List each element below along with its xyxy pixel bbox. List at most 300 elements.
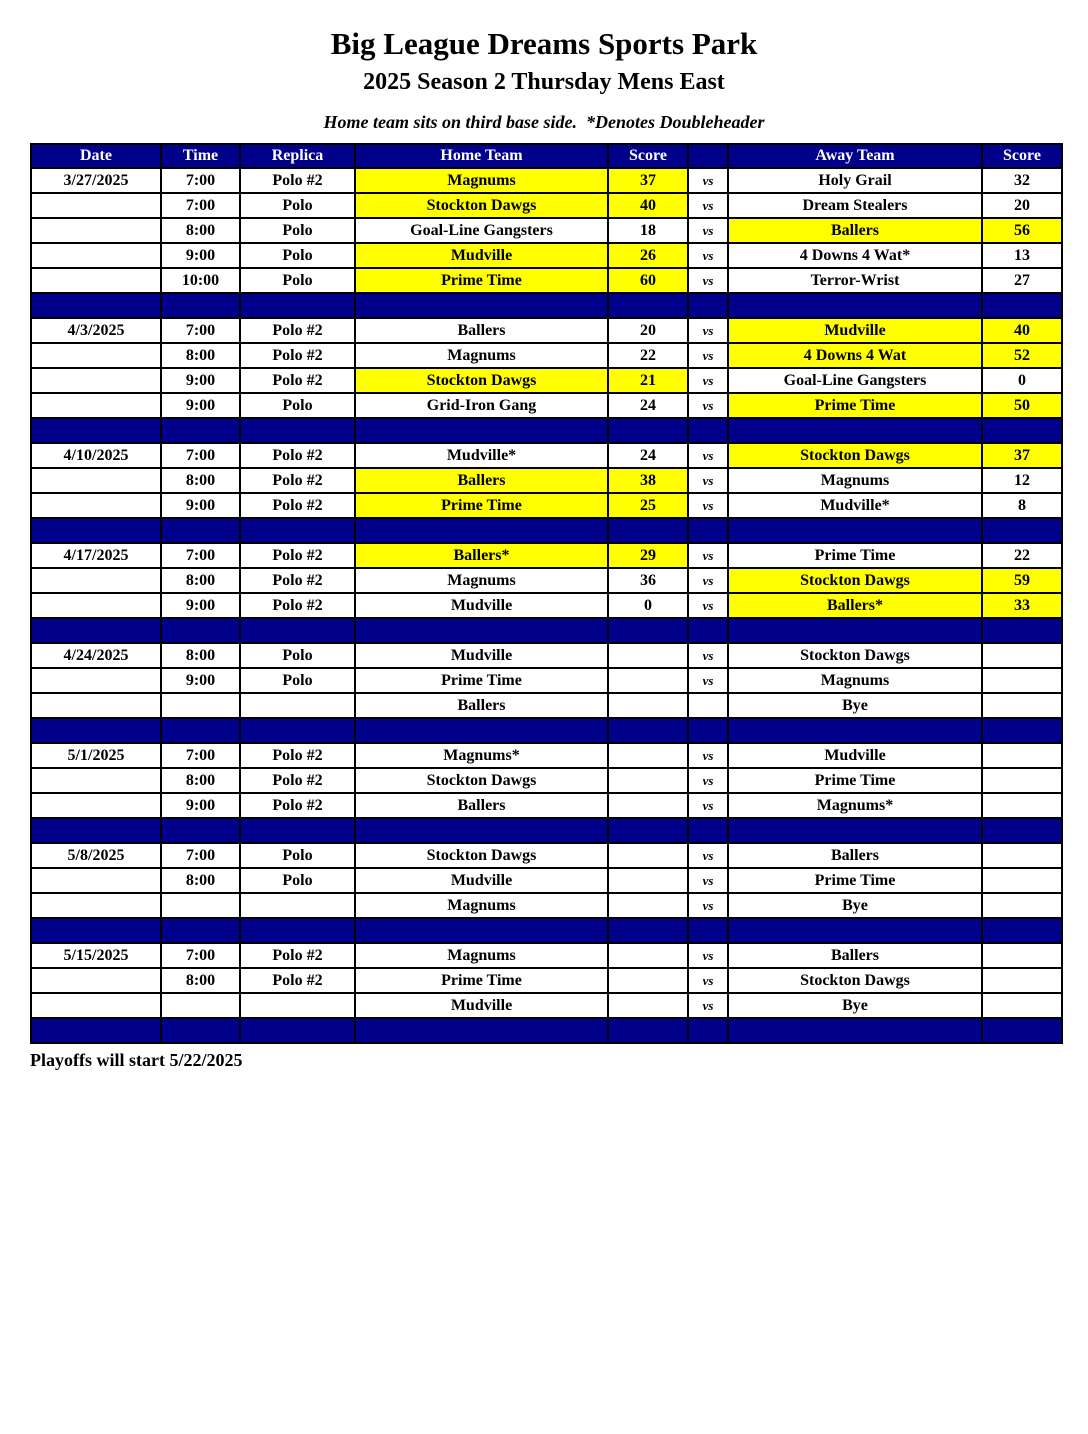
cell-time: 7:00 (161, 543, 240, 568)
separator-cell (608, 618, 688, 643)
table-row (31, 218, 1062, 243)
cell-replica: Polo (240, 868, 355, 893)
cell-time: 8:00 (161, 868, 240, 893)
cell-date (31, 568, 161, 593)
table-row (31, 743, 1062, 768)
table-row (31, 968, 1062, 993)
separator-cell (161, 418, 240, 443)
table-row (31, 593, 1062, 618)
cell-vs: vs (688, 493, 728, 518)
separator-cell (688, 918, 728, 943)
cell-home_score: 0 (608, 593, 688, 618)
cell-home_score (608, 643, 688, 668)
cell-vs: vs (688, 968, 728, 993)
cell-replica: Polo (240, 193, 355, 218)
table-row (31, 393, 1062, 418)
cell-time: 9:00 (161, 243, 240, 268)
cell-replica: Polo #2 (240, 168, 355, 193)
cell-date (31, 193, 161, 218)
cell-home: Magnums (355, 168, 608, 193)
cell-away: Goal-Line Gangsters (728, 368, 982, 393)
table-row (31, 493, 1062, 518)
column-header-home: Home Team (355, 144, 608, 168)
cell-time (161, 993, 240, 1018)
cell-replica: Polo #2 (240, 793, 355, 818)
cell-replica: Polo #2 (240, 368, 355, 393)
cell-time: 7:00 (161, 193, 240, 218)
cell-vs: vs (688, 893, 728, 918)
cell-home: Goal-Line Gangsters (355, 218, 608, 243)
cell-away_score: 12 (982, 468, 1062, 493)
cell-home_score (608, 743, 688, 768)
cell-time: 9:00 (161, 368, 240, 393)
cell-home_score (608, 868, 688, 893)
cell-vs: vs (688, 243, 728, 268)
cell-vs: vs (688, 643, 728, 668)
cell-replica: Polo #2 (240, 568, 355, 593)
separator-cell (31, 293, 161, 318)
cell-time: 8:00 (161, 218, 240, 243)
cell-away: Mudville (728, 318, 982, 343)
cell-date (31, 218, 161, 243)
cell-vs: vs (688, 318, 728, 343)
cell-away: Magnums (728, 668, 982, 693)
cell-away: Ballers* (728, 593, 982, 618)
table-row (31, 993, 1062, 1018)
cell-time: 8:00 (161, 343, 240, 368)
separator-cell (31, 518, 161, 543)
cell-replica: Polo (240, 393, 355, 418)
separator-cell (688, 1018, 728, 1043)
cell-home: Ballers (355, 318, 608, 343)
column-header-away: Away Team (728, 144, 982, 168)
page-subtitle: 2025 Season 2 Thursday Mens East (363, 69, 725, 95)
separator-cell (31, 718, 161, 743)
cell-time: 8:00 (161, 968, 240, 993)
cell-home: Magnums (355, 343, 608, 368)
separator-cell (728, 293, 982, 318)
cell-time: 7:00 (161, 743, 240, 768)
separator-cell (982, 1018, 1062, 1043)
cell-home_score: 22 (608, 343, 688, 368)
cell-time: 7:00 (161, 168, 240, 193)
separator-cell (982, 718, 1062, 743)
cell-home: Mudville (355, 993, 608, 1018)
cell-replica: Polo #2 (240, 443, 355, 468)
table-separator-row (31, 718, 1062, 743)
separator-cell (728, 918, 982, 943)
table-row (31, 568, 1062, 593)
separator-cell (31, 918, 161, 943)
cell-time: 8:00 (161, 568, 240, 593)
table-row (31, 793, 1062, 818)
cell-home_score: 24 (608, 443, 688, 468)
cell-away_score (982, 968, 1062, 993)
cell-home: Ballers (355, 693, 608, 718)
separator-cell (31, 818, 161, 843)
cell-away: Prime Time (728, 868, 982, 893)
cell-replica: Polo #2 (240, 968, 355, 993)
cell-time: 9:00 (161, 493, 240, 518)
cell-home: Mudville (355, 868, 608, 893)
cell-away: Stockton Dawgs (728, 568, 982, 593)
separator-cell (161, 818, 240, 843)
cell-time: 9:00 (161, 793, 240, 818)
cell-home: Mudville (355, 593, 608, 618)
playoffs-note: Playoffs will start 5/22/2025 (30, 1050, 243, 1070)
cell-away: Magnums* (728, 793, 982, 818)
cell-away_score: 13 (982, 243, 1062, 268)
separator-cell (728, 418, 982, 443)
cell-date: 4/24/2025 (31, 643, 161, 668)
cell-home_score (608, 968, 688, 993)
separator-cell (608, 418, 688, 443)
cell-away_score: 50 (982, 393, 1062, 418)
cell-home_score (608, 843, 688, 868)
cell-home: Magnums (355, 568, 608, 593)
cell-away: Ballers (728, 843, 982, 868)
separator-cell (240, 918, 355, 943)
column-header-replica: Replica (240, 144, 355, 168)
cell-home_score: 38 (608, 468, 688, 493)
cell-vs: vs (688, 593, 728, 618)
cell-replica: Polo #2 (240, 318, 355, 343)
separator-cell (240, 818, 355, 843)
cell-home_score (608, 693, 688, 718)
separator-cell (161, 1018, 240, 1043)
cell-away_score: 0 (982, 368, 1062, 393)
cell-home_score (608, 668, 688, 693)
separator-cell (608, 518, 688, 543)
cell-replica: Polo (240, 268, 355, 293)
schedule-page (0, 26, 1088, 1071)
cell-home: Stockton Dawgs (355, 193, 608, 218)
cell-date (31, 793, 161, 818)
table-separator-row (31, 918, 1062, 943)
cell-time: 7:00 (161, 943, 240, 968)
cell-vs: vs (688, 218, 728, 243)
cell-vs: vs (688, 868, 728, 893)
cell-home_score: 29 (608, 543, 688, 568)
cell-time: 8:00 (161, 468, 240, 493)
separator-cell (688, 618, 728, 643)
separator-cell (688, 518, 728, 543)
cell-away: Prime Time (728, 393, 982, 418)
cell-date (31, 868, 161, 893)
column-header-date: Date (31, 144, 161, 168)
cell-away: Dream Stealers (728, 193, 982, 218)
separator-cell (31, 618, 161, 643)
table-separator-row (31, 618, 1062, 643)
table-row (31, 943, 1062, 968)
separator-cell (728, 618, 982, 643)
cell-home: Stockton Dawgs (355, 768, 608, 793)
cell-home: Magnums (355, 943, 608, 968)
cell-away_score (982, 943, 1062, 968)
separator-cell (608, 1018, 688, 1043)
cell-time: 7:00 (161, 318, 240, 343)
cell-away_score: 27 (982, 268, 1062, 293)
cell-home: Prime Time (355, 268, 608, 293)
separator-cell (688, 818, 728, 843)
cell-replica (240, 693, 355, 718)
cell-home: Ballers (355, 468, 608, 493)
separator-cell (608, 818, 688, 843)
cell-home_score: 21 (608, 368, 688, 393)
separator-cell (728, 718, 982, 743)
cell-date (31, 668, 161, 693)
cell-away: 4 Downs 4 Wat* (728, 243, 982, 268)
column-header-time: Time (161, 144, 240, 168)
cell-date (31, 768, 161, 793)
cell-date: 5/8/2025 (31, 843, 161, 868)
cell-date: 4/17/2025 (31, 543, 161, 568)
separator-cell (608, 718, 688, 743)
cell-home_score (608, 793, 688, 818)
cell-replica: Polo #2 (240, 943, 355, 968)
cell-date (31, 693, 161, 718)
separator-cell (161, 618, 240, 643)
table-row (31, 193, 1062, 218)
cell-away: Ballers (728, 943, 982, 968)
cell-replica (240, 893, 355, 918)
cell-replica: Polo (240, 843, 355, 868)
cell-vs: vs (688, 393, 728, 418)
cell-away_score (982, 893, 1062, 918)
separator-cell (355, 1018, 608, 1043)
cell-home: Prime Time (355, 493, 608, 518)
cell-date (31, 893, 161, 918)
table-row (31, 318, 1062, 343)
separator-cell (355, 918, 608, 943)
cell-replica: Polo #2 (240, 343, 355, 368)
cell-away_score (982, 843, 1062, 868)
cell-home: Ballers (355, 793, 608, 818)
cell-away: Stockton Dawgs (728, 968, 982, 993)
cell-away: 4 Downs 4 Wat (728, 343, 982, 368)
cell-vs: vs (688, 468, 728, 493)
separator-cell (240, 293, 355, 318)
cell-away_score: 20 (982, 193, 1062, 218)
cell-away: Holy Grail (728, 168, 982, 193)
cell-time: 10:00 (161, 268, 240, 293)
separator-cell (982, 293, 1062, 318)
cell-home_score (608, 993, 688, 1018)
cell-away_score: 56 (982, 218, 1062, 243)
cell-away_score: 37 (982, 443, 1062, 468)
cell-away_score (982, 868, 1062, 893)
cell-home_score (608, 893, 688, 918)
cell-away: Terror-Wrist (728, 268, 982, 293)
cell-vs: vs (688, 743, 728, 768)
table-row (31, 243, 1062, 268)
table-row (31, 868, 1062, 893)
separator-cell (728, 518, 982, 543)
cell-away_score (982, 768, 1062, 793)
separator-cell (982, 418, 1062, 443)
cell-home: Magnums (355, 893, 608, 918)
cell-vs: vs (688, 193, 728, 218)
cell-away_score: 33 (982, 593, 1062, 618)
separator-cell (982, 618, 1062, 643)
table-row (31, 768, 1062, 793)
cell-home_score: 18 (608, 218, 688, 243)
cell-date (31, 493, 161, 518)
cell-away: Bye (728, 893, 982, 918)
separator-cell (688, 718, 728, 743)
cell-date (31, 593, 161, 618)
table-row (31, 543, 1062, 568)
cell-home: Prime Time (355, 668, 608, 693)
separator-cell (982, 918, 1062, 943)
cell-time: 8:00 (161, 768, 240, 793)
separator-cell (608, 918, 688, 943)
cell-vs: vs (688, 993, 728, 1018)
cell-away_score (982, 693, 1062, 718)
schedule-note: Home team sits on third base side. *Denotes Doubleheader (323, 112, 765, 132)
separator-cell (355, 818, 608, 843)
cell-away: Prime Time (728, 543, 982, 568)
cell-home: Magnums* (355, 743, 608, 768)
separator-cell (161, 718, 240, 743)
cell-vs: vs (688, 793, 728, 818)
cell-away_score (982, 743, 1062, 768)
table-header-row (31, 144, 1062, 168)
cell-vs: vs (688, 168, 728, 193)
cell-home_score: 36 (608, 568, 688, 593)
cell-date (31, 343, 161, 368)
cell-replica: Polo #2 (240, 468, 355, 493)
cell-replica (240, 993, 355, 1018)
cell-home_score: 26 (608, 243, 688, 268)
cell-time: 7:00 (161, 443, 240, 468)
cell-away_score (982, 668, 1062, 693)
cell-time (161, 693, 240, 718)
cell-time: 9:00 (161, 593, 240, 618)
cell-home_score: 40 (608, 193, 688, 218)
cell-away: Stockton Dawgs (728, 443, 982, 468)
cell-replica: Polo (240, 643, 355, 668)
cell-away_score (982, 643, 1062, 668)
cell-time: 7:00 (161, 843, 240, 868)
cell-date (31, 368, 161, 393)
cell-vs: vs (688, 568, 728, 593)
table-row (31, 693, 1062, 718)
separator-cell (240, 718, 355, 743)
page-title: Big League Dreams Sports Park (330, 26, 758, 61)
cell-home: Stockton Dawgs (355, 843, 608, 868)
separator-cell (982, 518, 1062, 543)
cell-away: Prime Time (728, 768, 982, 793)
table-row (31, 368, 1062, 393)
cell-date (31, 993, 161, 1018)
separator-cell (982, 818, 1062, 843)
separator-cell (240, 1018, 355, 1043)
cell-time: 9:00 (161, 668, 240, 693)
table-row (31, 343, 1062, 368)
cell-vs: vs (688, 343, 728, 368)
cell-time: 9:00 (161, 393, 240, 418)
cell-vs: vs (688, 543, 728, 568)
table-row (31, 643, 1062, 668)
cell-away_score: 22 (982, 543, 1062, 568)
separator-cell (355, 618, 608, 643)
cell-replica: Polo #2 (240, 768, 355, 793)
schedule-table (30, 143, 1063, 1044)
cell-replica: Polo #2 (240, 493, 355, 518)
table-row (31, 668, 1062, 693)
separator-cell (608, 293, 688, 318)
cell-away: Bye (728, 693, 982, 718)
separator-cell (355, 518, 608, 543)
cell-vs: vs (688, 368, 728, 393)
cell-replica: Polo #2 (240, 743, 355, 768)
column-header-home_score: Score (608, 144, 688, 168)
separator-cell (728, 1018, 982, 1043)
cell-home_score: 20 (608, 318, 688, 343)
table-row (31, 468, 1062, 493)
cell-away_score: 8 (982, 493, 1062, 518)
separator-cell (355, 418, 608, 443)
cell-away_score: 32 (982, 168, 1062, 193)
cell-date (31, 393, 161, 418)
cell-time (161, 893, 240, 918)
cell-away: Magnums (728, 468, 982, 493)
cell-replica: Polo (240, 218, 355, 243)
cell-away: Stockton Dawgs (728, 643, 982, 668)
table-separator-row (31, 293, 1062, 318)
cell-away_score: 40 (982, 318, 1062, 343)
separator-cell (355, 718, 608, 743)
cell-home_score: 25 (608, 493, 688, 518)
cell-vs: vs (688, 268, 728, 293)
separator-cell (688, 293, 728, 318)
cell-replica: Polo (240, 243, 355, 268)
cell-vs (688, 693, 728, 718)
cell-away_score (982, 993, 1062, 1018)
cell-home_score: 24 (608, 393, 688, 418)
cell-away: Bye (728, 993, 982, 1018)
cell-date: 5/1/2025 (31, 743, 161, 768)
cell-vs: vs (688, 843, 728, 868)
table-row (31, 843, 1062, 868)
cell-home_score: 60 (608, 268, 688, 293)
cell-replica: Polo #2 (240, 593, 355, 618)
table-separator-row (31, 418, 1062, 443)
separator-cell (355, 293, 608, 318)
cell-away_score (982, 793, 1062, 818)
separator-cell (728, 818, 982, 843)
cell-date (31, 243, 161, 268)
cell-home: Grid-Iron Gang (355, 393, 608, 418)
cell-date: 4/10/2025 (31, 443, 161, 468)
separator-cell (688, 418, 728, 443)
cell-home: Mudville (355, 643, 608, 668)
cell-replica: Polo #2 (240, 543, 355, 568)
cell-home: Ballers* (355, 543, 608, 568)
separator-cell (240, 518, 355, 543)
table-separator-row (31, 518, 1062, 543)
cell-replica: Polo (240, 668, 355, 693)
separator-cell (161, 293, 240, 318)
column-header-vs (688, 144, 728, 168)
cell-vs: vs (688, 768, 728, 793)
cell-home: Mudville (355, 243, 608, 268)
separator-cell (240, 618, 355, 643)
cell-away_score: 52 (982, 343, 1062, 368)
cell-vs: vs (688, 443, 728, 468)
cell-vs: vs (688, 668, 728, 693)
